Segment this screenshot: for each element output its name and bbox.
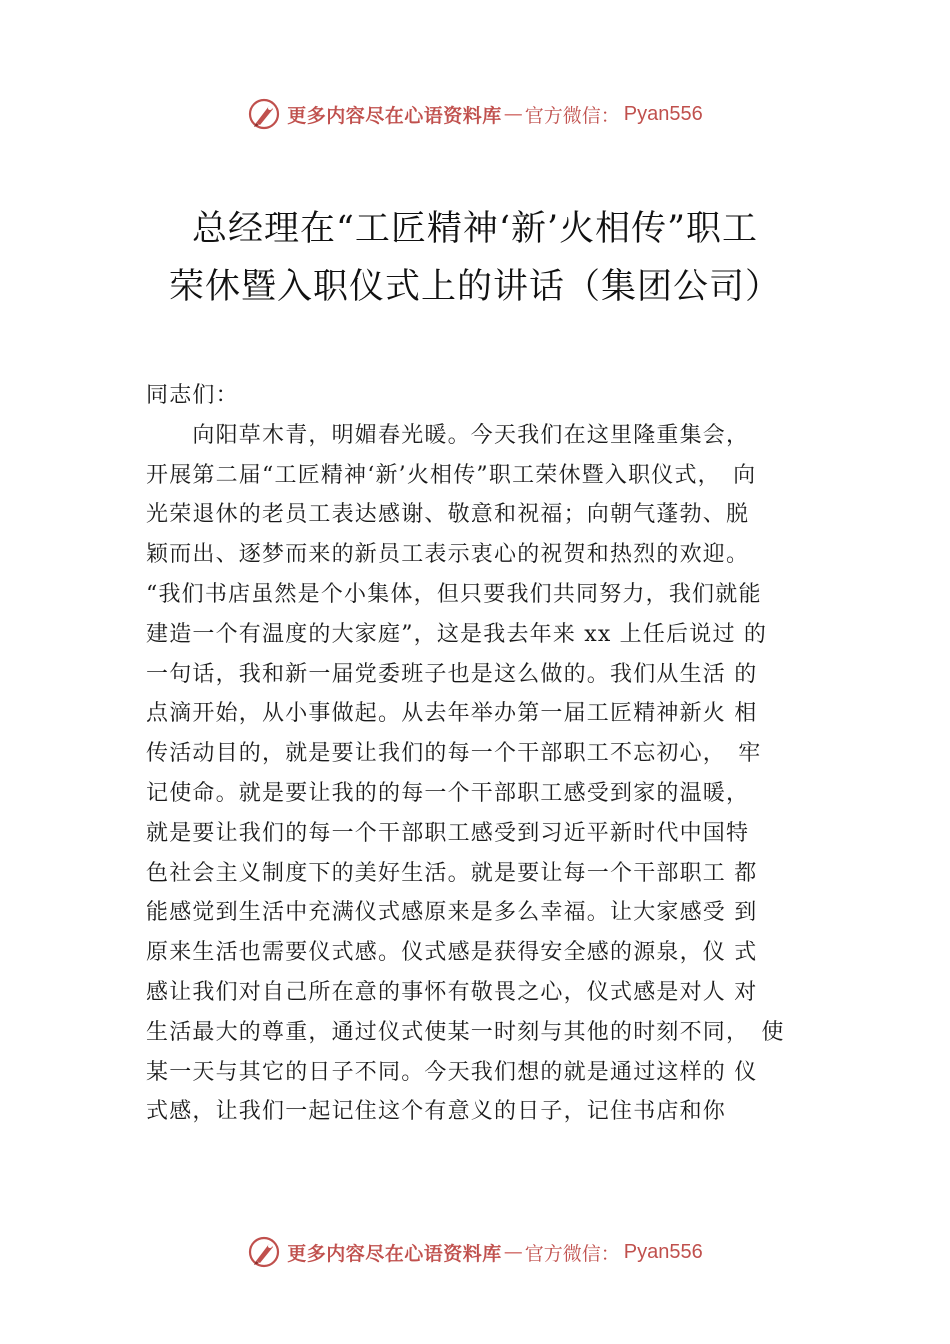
document-body [146,376,836,1132]
body-line: 开展第二届“工匠精神‘新’火相传”职工荣休暨入职仪式， 向 [146,462,757,488]
watermark-brand-text: 更多内容尽在心语资料库 [287,1242,502,1265]
body-line: 能感觉到生活中充满仪式感原来是多么幸福。让大家感受 到 [146,900,758,926]
watermark-dash: — [503,1241,523,1263]
body-line: 传活动目的，就是要让我们的每一个干部职工不忘初心， 牢 [146,741,762,767]
watermark-wechat-label: 官方微信： [524,104,620,127]
watermark-wechat-label: 官方微信： [524,1242,620,1265]
salutation: 同志们： [146,383,239,408]
watermark-wechat-id: Pyan556 [623,1240,703,1263]
body-line: 色社会主义制度下的美好生活。就是要让每一个干部职工 都 [146,860,758,886]
watermark-dash: — [503,103,523,125]
body-line: 某一天与其它的日子不同。今天我们想的就是通过这样的 仪 [146,1059,758,1085]
header-watermark-banner [0,94,950,134]
body-line: 就是要让我们的每一个干部职工感受到习近平新时代中国特 [146,820,750,846]
title-line-1: 总经理在“工匠精神‘新’火相传”职工 [191,209,759,249]
body-line: 生活最大的尊重，通过仪式使某一时刻与其他的时刻不同， 使 [146,1019,785,1045]
watermark-brand-text: 更多内容尽在心语资料库 [287,104,502,127]
body-line: 建造一个有温度的大家庭”，这是我去年来 xx 上任后说过 的 [146,621,768,647]
body-line: 原来生活也需要仪式感。仪式感是获得安全感的源泉，仪 式 [146,940,758,966]
body-line: 记使命。就是要让我的的每一个干部职工感受到家的温暖， [146,780,750,806]
document-title [0,200,950,316]
body-line: 光荣退休的老员工表达感谢、敬意和祝福；向朝气蓬勃、脱 [146,502,750,528]
pen-logo-icon [247,1235,281,1269]
body-line: 点滴开始，从小事做起。从去年举办第一届工匠精神新火 相 [146,701,758,727]
body-line: 感让我们对自己所在意的事怀有敬畏之心，仪式感是对人 对 [146,979,758,1005]
body-line: 一句话，我和新一届党委班子也是这么做的。我们从生活 的 [146,661,758,687]
watermark-wechat-id: Pyan556 [623,102,703,125]
pen-logo-icon [247,97,281,131]
title-line-2: 荣休暨入职仪式上的讲话（集团公司） [168,267,781,307]
body-line: 向阳草木青，明媚春光暖。今天我们在这里隆重集会， [146,422,750,448]
body-line: 颖而出、逐梦而来的新员工表示衷心的祝贺和热烈的欢迎。 [146,542,750,568]
body-line: 式感，让我们一起记住这个有意义的日子，记住书店和你 [146,1099,727,1125]
footer-watermark-banner [0,1232,950,1272]
body-line: “我们书店虽然是个小集体，但只要我们共同努力，我们就能 [146,581,762,607]
